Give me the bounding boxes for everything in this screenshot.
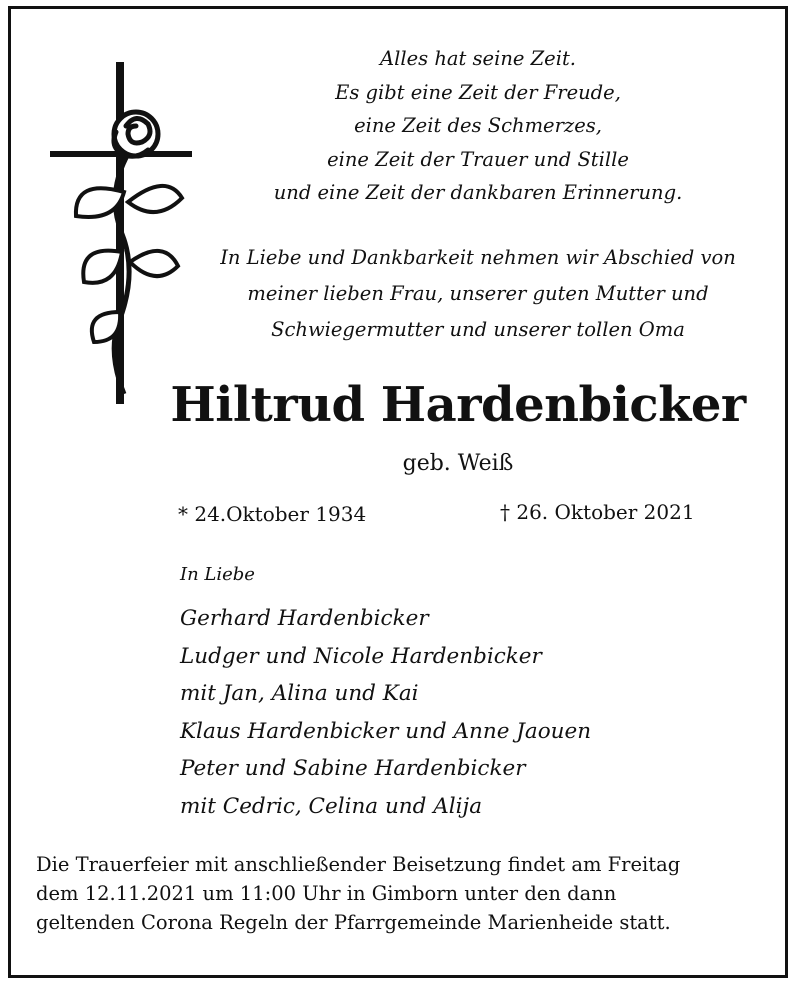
intro-line: meiner lieben Frau, unserer guten Mutter und — [247, 282, 709, 305]
poem-line: und eine Zeit der dankbaren Erinnerung. — [273, 181, 683, 204]
cross-with-rose-icon — [50, 62, 192, 404]
mourners-heading: In Liebe — [180, 564, 255, 585]
poem-line: Alles hat seine Zeit. — [380, 47, 576, 70]
poem-line: Es gibt eine Zeit der Freude, — [335, 80, 621, 104]
birth-date: * 24.Oktober 1934 — [178, 502, 367, 526]
notice-line: geltenden Corona Regeln der Pfarrgemeinde Marienheide statt. — [36, 911, 671, 934]
mourner-line: Klaus Hardenbicker und Anne Jaouen — [180, 718, 592, 744]
poem-line: eine Zeit der Trauer und Stille — [327, 147, 629, 171]
mourner-line: mit Cedric, Celina und Alija — [180, 793, 483, 819]
maiden-name: geb. Weiß — [402, 451, 514, 476]
deceased-name: Hiltrud Hardenbicker — [170, 377, 746, 433]
mourner-line: Peter und Sabine Hardenbicker — [180, 756, 526, 781]
mourner-line: Gerhard Hardenbicker — [180, 606, 429, 631]
poem — [200, 42, 756, 210]
intro-line: In Liebe und Dankbarkeit nehmen wir Abschied von — [220, 246, 736, 269]
mourner-line: Ludger und Nicole Hardenbicker — [180, 643, 542, 669]
notice-line: dem 12.11.2021 um 11:00 Uhr in Gimborn unter den dann — [36, 882, 617, 905]
poem-line: eine Zeit des Schmerzes, — [354, 114, 602, 137]
death-date: † 26. Oktober 2021 — [500, 500, 695, 524]
intro-line: Schwiegermutter und unserer tollen Oma — [271, 318, 685, 341]
mourners-list — [180, 600, 591, 825]
mourner-line: mit Jan, Alina und Kai — [180, 681, 419, 706]
notice-line: Die Trauerfeier mit anschließender Beisetzung findet am Freitag — [36, 853, 681, 876]
farewell-intro — [200, 240, 756, 348]
funeral-notice — [36, 850, 736, 937]
